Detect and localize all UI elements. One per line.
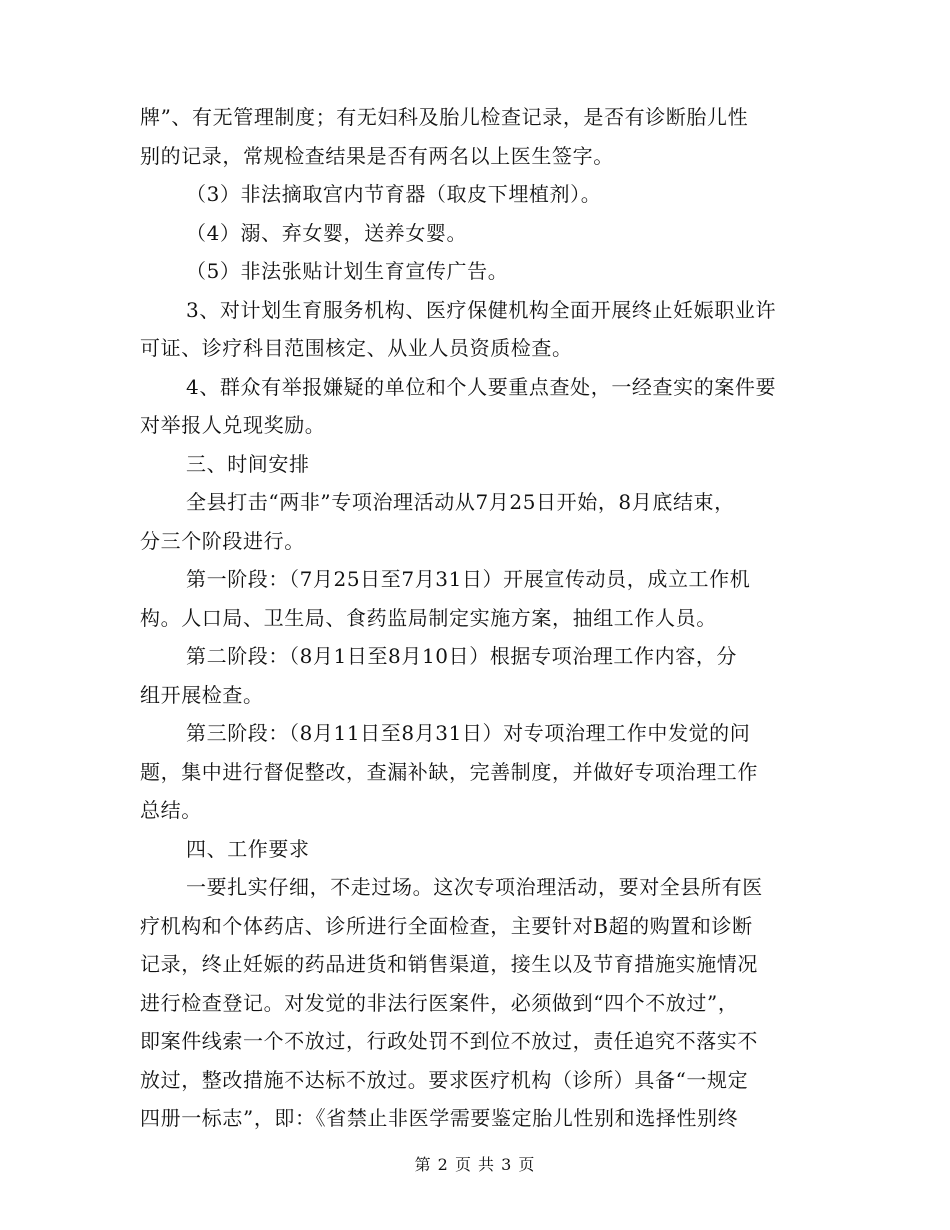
- text-line: 三、时间安排: [186, 451, 310, 476]
- text-line: 3、对计划生育服务机构、医疗保健机构全面开展终止妊娠职业许: [186, 297, 777, 322]
- text-line: 牌”、有无管理制度；有无妇科及胎儿检查记录，是否有诊断胎儿性: [140, 105, 749, 129]
- text-line: 组开展检查。: [140, 682, 264, 707]
- text-line: （5）非法张贴计划生育宣传广告。: [186, 259, 509, 283]
- text-line: 即案件线索一个不放过，行政处罚不到位不放过，责任追究不落实不: [140, 1029, 758, 1053]
- text-line: 一要扎实仔细，不走过场。这次专项治理活动，要对全县所有医: [186, 875, 763, 899]
- text-line: 全县打击“两非”专项治理活动从7月25日开始，8月底结束，: [186, 490, 735, 514]
- text-line: （4）溺、弃女婴，送养女婴。: [186, 220, 468, 245]
- text-line: 别的记录，常规检查结果是否有两名以上医生签字。: [140, 143, 614, 168]
- text-line: 对举报人兑现奖励。: [140, 413, 326, 437]
- text-line: 进行检查登记。对发觉的非法行医案件，必须做到“四个不放过”，: [140, 990, 739, 1015]
- text-line: 第三阶段：（8月11日至8月31日）对专项治理工作中发觉的问: [186, 721, 751, 745]
- page-footer: [0, 1152, 950, 1175]
- text-line: 4、群众有举报嫌疑的单位和个人要重点查处，一经查实的案件要: [186, 374, 777, 399]
- text-line: 题，集中进行督促整改，查漏补缺，完善制度，并做好专项治理工作: [140, 759, 758, 784]
- body-text: [140, 98, 808, 1138]
- text-line: 构。人口局、卫生局、食药监局制定实施方案，抽组工作人员。: [140, 605, 717, 630]
- text-line: 可证、诊疗科目范围核定、从业人员资质检查。: [140, 336, 573, 360]
- text-line: （3）非法摘取宫内节育器（取皮下埋植剂）。: [186, 182, 602, 206]
- text-line: 第一阶段：（7月25日至7月31日）开展宣传动员，成立工作机: [186, 567, 751, 591]
- text-line: 分三个阶段进行。: [140, 528, 305, 553]
- text-line: 疗机构和个体药店、诊所进行全面检查，主要针对B超的购置和诊断: [140, 913, 753, 938]
- document-body: [140, 98, 808, 1138]
- text-line: 第二阶段：（8月1日至8月10日）根据专项治理工作内容，分: [186, 644, 738, 668]
- text-line: 总结。: [140, 798, 202, 822]
- text-line: 记录，终止妊娠的药品进货和销售渠道，接生以及节育措施实施情况: [140, 952, 758, 976]
- text-line: 四册一标志”，即：《省禁止非医学需要鉴定胎儿性别和选择性别终: [140, 1106, 739, 1130]
- page-number: 第 2 页 共 3 页: [414, 1155, 536, 1174]
- text-line: 放过，整改措施不达标不放过。要求医疗机构（诊所）具备“一规定: [140, 1067, 749, 1092]
- text-line: 四、工作要求: [186, 836, 310, 861]
